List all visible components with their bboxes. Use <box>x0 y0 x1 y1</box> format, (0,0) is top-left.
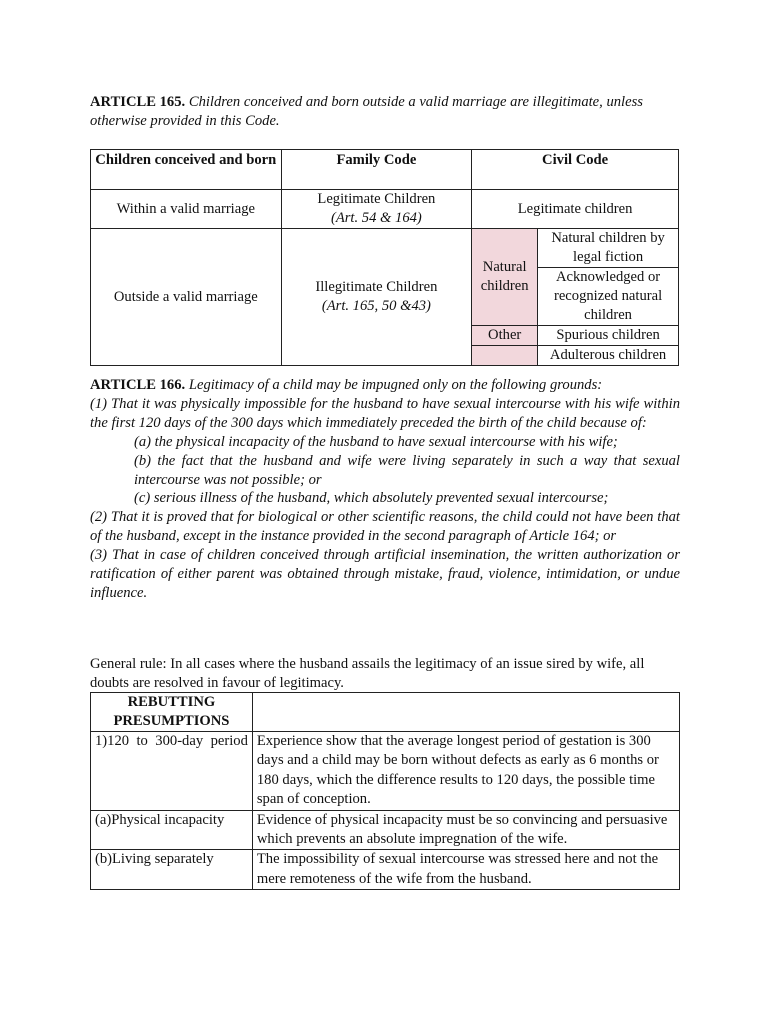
table-row <box>91 190 679 229</box>
row-label: (a)Physical incapacity <box>91 810 253 850</box>
civil-code-item: Acknowledged or recognized natural children <box>538 268 679 326</box>
civil-code-item: Natural children by legal fiction <box>538 229 679 268</box>
rebutting-presumptions-table <box>90 692 680 890</box>
civil-code-item: Spurious children <box>538 326 679 346</box>
ground-3: (3) That in case of children conceived through artificial insemination, the written authorization or ratification of either parent was obtained through mistake, fraud, violence, intimidation, or undue influence. <box>90 547 680 601</box>
header-civil-code: Civil Code <box>472 150 679 190</box>
article-165-heading: ARTICLE 165. <box>90 94 186 110</box>
article-166-intro <box>90 376 680 395</box>
table-row <box>91 732 680 811</box>
civil-code-item: Adulterous children <box>538 346 679 366</box>
other-label-blank <box>472 346 538 366</box>
other-label: Other <box>472 326 538 346</box>
ground-2: (2) That it is proved that for biological or other scientific reasons, the child could not have been that of the husband, except in the instance provided in the second paragraph of Article 164; or <box>90 509 680 545</box>
family-code-cell <box>281 190 472 229</box>
article-166-heading: ARTICLE 166. <box>90 377 186 393</box>
row-text: Experience show that the average longest period of gestation is 300 days and a child may be born without defects as early as 6 months or 180 days, which the difference results to 120 days, the possible time span of conception. <box>252 732 679 811</box>
row-label <box>91 732 253 811</box>
civil-code-cell: Legitimate children <box>472 190 679 229</box>
table-row <box>91 229 679 268</box>
header-blank <box>252 693 679 732</box>
ground-1b: (b) the fact that the husband and wife were living separately in such a way that sexual intercourse was not possible; or <box>134 452 680 488</box>
row-text: The impossibility of sexual intercourse was stressed here and not the mere remoteness of the wife from the husband. <box>252 850 679 890</box>
header-children: Children conceived and born <box>91 150 282 190</box>
general-rule: General rule: In all cases where the husband assails the legitimacy of an issue sired by wife, all doubts are resolved in favour of legitimacy. <box>90 656 645 691</box>
family-code-text: Legitimate Children <box>317 191 436 207</box>
family-code-article: (Art. 54 & 164) <box>330 210 422 226</box>
row-label: (b)Living separately <box>91 850 253 890</box>
table-header-row <box>91 150 679 190</box>
children-classification-table <box>90 149 679 366</box>
table-row <box>91 850 680 890</box>
row-text: Evidence of physical incapacity must be so convincing and persuasive which prevents an absolute impregnation of the wife. <box>252 810 679 850</box>
table-header-row <box>91 693 680 732</box>
article-165 <box>90 93 690 131</box>
ground-1: (1) That it was physically impossible for the husband to have sexual intercourse with his wife within the first 120 days of the 300 days which immediately preceded the birth of the child because of: <box>90 395 680 431</box>
header-family-code: Family Code <box>281 150 472 190</box>
family-code-article: (Art. 165, 50 &43) <box>321 298 431 314</box>
ground-1a: (a) the physical incapacity of the husband to have sexual intercourse with his wife; <box>134 433 618 450</box>
article-166-intro-text: Legitimacy of a child may be impugned only on the following grounds: <box>188 377 603 393</box>
ground-1c: (c) serious illness of the husband, which absolutely prevented sexual intercourse; <box>134 490 609 507</box>
article-165-text: Children conceived and born outside a valid marriage are illegitimate, unless otherwise provided in this Code. <box>90 94 643 129</box>
family-code-text: Illegitimate Children <box>315 279 438 295</box>
family-code-cell <box>281 229 472 366</box>
row-label: Outside a valid marriage <box>91 229 282 366</box>
article-166 <box>90 376 680 603</box>
row-label-text: 1)120 to 300-day period <box>95 733 248 749</box>
table-row <box>91 810 680 850</box>
header-rebutting: REBUTTING PRESUMPTIONS <box>91 693 253 732</box>
natural-children-label: Natural children <box>472 229 538 326</box>
row-label: Within a valid marriage <box>91 190 282 229</box>
